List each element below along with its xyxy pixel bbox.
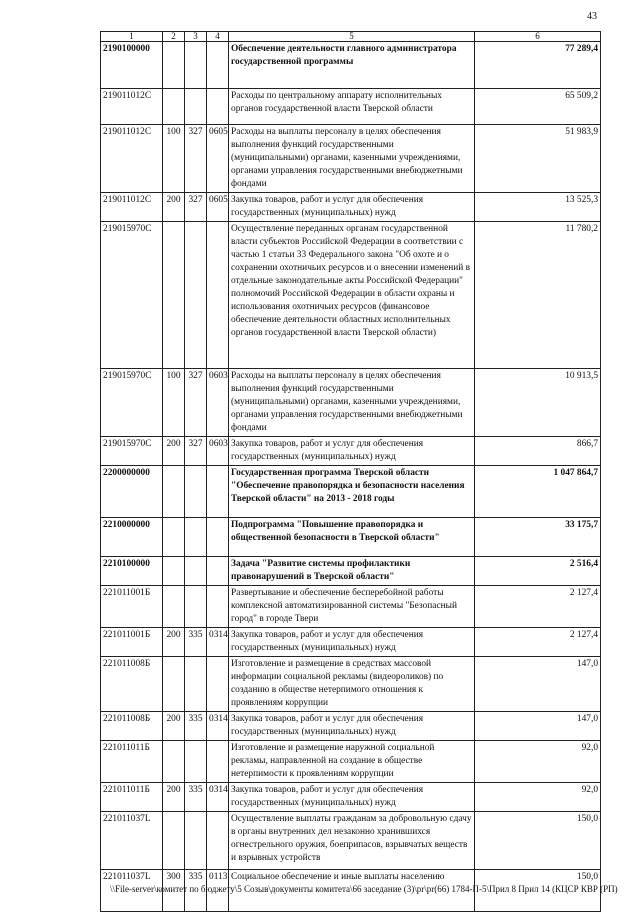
row-pr: 0603 <box>207 369 229 437</box>
row-amount: 1 047 864,7 <box>475 466 601 518</box>
table-row <box>101 557 601 586</box>
row-pr <box>207 557 229 586</box>
column-header: 6 <box>475 32 601 42</box>
row-amount: 51 983,9 <box>475 125 601 193</box>
row-name: Осуществление выплаты гражданам за добровольную сдачу в органы внутренних дел незаконно хранившихся огнестрельного оружия, боеприпасов, взрывчатых веществ и взрывных устройств <box>229 812 475 870</box>
row-amount: 147,0 <box>475 712 601 741</box>
row-kvr: 100 <box>163 369 185 437</box>
row-rz <box>185 657 207 712</box>
row-kvr: 200 <box>163 628 185 657</box>
row-pr <box>207 657 229 712</box>
column-header: 4 <box>207 32 229 42</box>
row-name: Расходы на выплаты персоналу в целях обеспечения выполнения функций государственными (муниципальными) органами, казенными учреждениями, органами управления государственными внебюджетными фондами <box>229 125 475 193</box>
column-header: 2 <box>163 32 185 42</box>
column-header: 5 <box>229 32 475 42</box>
row-name: Изготовление и размещение наружной социальной рекламы, направленной на создание в обществе нетерпимости к проявлениям коррупции <box>229 741 475 783</box>
row-code: 221011011Б <box>101 783 163 812</box>
table-row <box>101 437 601 466</box>
row-pr <box>207 812 229 870</box>
row-code: 219011012С <box>101 89 163 125</box>
row-code: 219015970С <box>101 222 163 369</box>
row-code: 221011037L <box>101 870 163 912</box>
row-pr <box>207 741 229 783</box>
row-rz: 327 <box>185 437 207 466</box>
row-amount: 33 175,7 <box>475 518 601 557</box>
row-rz: 327 <box>185 193 207 222</box>
row-amount: 10 913,5 <box>475 369 601 437</box>
table-row <box>101 741 601 783</box>
row-pr: 0314 <box>207 628 229 657</box>
row-rz <box>185 741 207 783</box>
row-kvr: 200 <box>163 437 185 466</box>
row-name: Развертывание и обеспечение бесперебойной работы комплексной автоматизированной системы "Безопасный город" в городе Твери <box>229 586 475 628</box>
row-code: 2200000000 <box>101 466 163 518</box>
row-code: 221011001Б <box>101 628 163 657</box>
row-kvr <box>163 812 185 870</box>
row-amount: 2 127,4 <box>475 628 601 657</box>
row-code: 219011012С <box>101 193 163 222</box>
column-header: 1 <box>101 32 163 42</box>
row-pr <box>207 518 229 557</box>
row-amount: 65 509,2 <box>475 89 601 125</box>
row-kvr <box>163 586 185 628</box>
row-name: Закупка товаров, работ и услуг для обеспечения государственных (муниципальных) нужд <box>229 628 475 657</box>
row-code: 219011012С <box>101 125 163 193</box>
row-name: Задача "Развитие системы профилактики правонарушений в Тверской области" <box>229 557 475 586</box>
row-amount: 92,0 <box>475 783 601 812</box>
row-code: 221011001Б <box>101 586 163 628</box>
table-row <box>101 193 601 222</box>
row-pr: 0605 <box>207 193 229 222</box>
row-rz <box>185 466 207 518</box>
row-name: Изготовление и размещение в средствах массовой информации социальной рекламы (видеороликов) по созданию в обществе нетерпимого отношения к проявлениям коррупции <box>229 657 475 712</box>
row-amount: 13 525,3 <box>475 193 601 222</box>
row-name: Закупка товаров, работ и услуг для обеспечения государственных (муниципальных) нужд <box>229 783 475 812</box>
table-row <box>101 628 601 657</box>
row-rz <box>185 586 207 628</box>
row-rz <box>185 222 207 369</box>
row-name: Закупка товаров, работ и услуг для обеспечения государственных (муниципальных) нужд <box>229 437 475 466</box>
table-row <box>101 783 601 812</box>
row-amount: 11 780,2 <box>475 222 601 369</box>
row-pr: 0314 <box>207 783 229 812</box>
row-amount: 150,0 <box>475 870 601 912</box>
row-kvr <box>163 741 185 783</box>
row-pr: 0113 <box>207 870 229 912</box>
row-amount: 2 127,4 <box>475 586 601 628</box>
row-pr <box>207 42 229 89</box>
row-kvr <box>163 657 185 712</box>
row-rz: 327 <box>185 369 207 437</box>
row-pr <box>207 222 229 369</box>
row-rz <box>185 42 207 89</box>
row-name: Подпрограмма "Повышение правопорядка и общественной безопасности в Тверской области" <box>229 518 475 557</box>
table-row <box>101 466 601 518</box>
row-rz <box>185 518 207 557</box>
row-rz: 335 <box>185 712 207 741</box>
row-code: 219015970С <box>101 437 163 466</box>
column-header: 3 <box>185 32 207 42</box>
table-header-row <box>101 32 601 42</box>
table-row <box>101 518 601 557</box>
row-kvr <box>163 222 185 369</box>
row-kvr <box>163 42 185 89</box>
table-row <box>101 222 601 369</box>
row-kvr: 200 <box>163 783 185 812</box>
row-name: Осуществление переданных органам государственной власти субъектов Российской Федерации в соответствии с частью 1 статьи 33 Федерального закона "Об охоте и о сохранении охотничьих ресурсов и о внесении изменений в отдельные законодательные акты Российской Федерации" полномочий Российской Федерации в области охраны и использования охотничьих ресурсов (финансовое обеспечение деятельности областных исполнительных органов государственной власти Тверской области) <box>229 222 475 369</box>
row-kvr <box>163 466 185 518</box>
row-pr: 0603 <box>207 437 229 466</box>
row-kvr <box>163 557 185 586</box>
row-kvr: 200 <box>163 193 185 222</box>
page-number: 43 <box>587 11 597 22</box>
row-rz: 335 <box>185 783 207 812</box>
table-row <box>101 586 601 628</box>
table-row <box>101 712 601 741</box>
row-rz: 335 <box>185 870 207 912</box>
row-code: 2190100000 <box>101 42 163 89</box>
row-pr: 0314 <box>207 712 229 741</box>
row-pr <box>207 586 229 628</box>
row-code: 221011011Б <box>101 741 163 783</box>
row-amount: 866,7 <box>475 437 601 466</box>
row-name: Социальное обеспечение и иные выплаты населению <box>229 870 475 912</box>
row-kvr <box>163 518 185 557</box>
row-pr <box>207 89 229 125</box>
row-rz: 327 <box>185 125 207 193</box>
row-name: Обеспечение деятельности главного администратора государственной программы <box>229 42 475 89</box>
row-name: Закупка товаров, работ и услуг для обеспечения государственных (муниципальных) нужд <box>229 712 475 741</box>
row-name: Государственная программа Тверской области "Обеспечение правопорядка и безопасности населения Тверской области" на 2013 - 2018 годы <box>229 466 475 518</box>
table-row <box>101 657 601 712</box>
row-name: Закупка товаров, работ и услуг для обеспечения государственных (муниципальных) нужд <box>229 193 475 222</box>
row-name: Расходы по центральному аппарату исполнительных органов государственной власти Тверской области <box>229 89 475 125</box>
row-name: Расходы на выплаты персоналу в целях обеспечения выполнения функций государственными (муниципальными) органами, казенными учреждениями, органами управления государственными внебюджетными фондами <box>229 369 475 437</box>
table-row <box>101 812 601 870</box>
row-amount: 92,0 <box>475 741 601 783</box>
row-amount: 2 516,4 <box>475 557 601 586</box>
row-rz <box>185 89 207 125</box>
row-rz <box>185 557 207 586</box>
row-rz: 335 <box>185 628 207 657</box>
row-amount: 147,0 <box>475 657 601 712</box>
row-kvr: 300 <box>163 870 185 912</box>
row-kvr: 200 <box>163 712 185 741</box>
row-amount: 150,0 <box>475 812 601 870</box>
row-pr: 0605 <box>207 125 229 193</box>
table-row <box>101 42 601 89</box>
row-kvr <box>163 89 185 125</box>
table-row <box>101 125 601 193</box>
row-rz <box>185 812 207 870</box>
row-code: 2210100000 <box>101 557 163 586</box>
file-path-footer: \\File-server\комитет по бюджету\5 Созыв\документы комитета\66 заседание (3)\pr\pr(66) 1784-П-5\Прил 8 Прил 14 (КЦСР КВР (РП) <box>110 884 618 894</box>
table-row <box>101 89 601 125</box>
row-amount: 77 289,4 <box>475 42 601 89</box>
row-code: 221011008Б <box>101 657 163 712</box>
row-kvr: 100 <box>163 125 185 193</box>
table-row <box>101 369 601 437</box>
budget-table <box>100 31 601 912</box>
row-code: 221011037L <box>101 812 163 870</box>
row-code: 2210000000 <box>101 518 163 557</box>
row-code: 221011008Б <box>101 712 163 741</box>
row-pr <box>207 466 229 518</box>
row-code: 219015970С <box>101 369 163 437</box>
